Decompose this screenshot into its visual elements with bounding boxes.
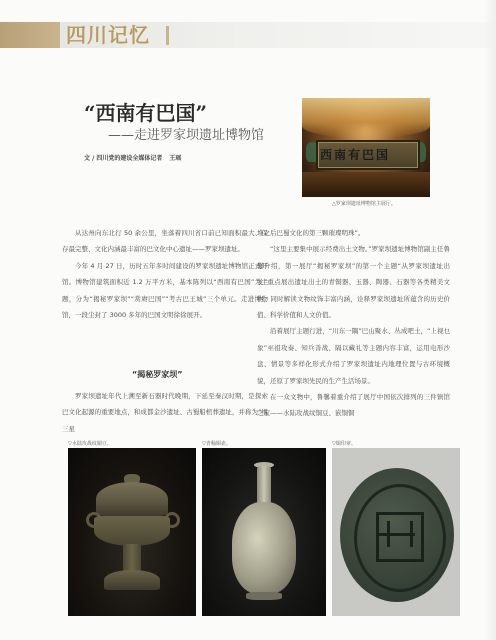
- paragraph: 在一众文物中，鲁馨着重介绍了展厅中国依次排列的三件镇馆之宝——水陆攻战纹铜豆、嵌铜铜: [257, 393, 450, 418]
- byline-author: 王瑶: [169, 155, 182, 162]
- byline-prefix: 文 / 四川党的建设全媒体记者: [84, 155, 163, 162]
- hero-photo: [302, 98, 430, 197]
- section-title-bar: [166, 26, 169, 45]
- hero-base: [302, 172, 430, 197]
- gallery-image-hu: [202, 448, 326, 616]
- hu-body: [232, 502, 296, 594]
- section-heading: “揭秘罗家坝”: [132, 370, 183, 379]
- paragraph: 从达州向东北行 50 余公里，坐落着四川省口前已知面积最大、保存最完整、文化内涵最丰富的巴文化中心遗址——罗家坝遗址。: [62, 229, 268, 254]
- dou-stem: [123, 544, 141, 572]
- gallery-caption-1: ▽水陆攻战纹铜豆。: [68, 441, 112, 447]
- header-accent-block: [0, 22, 60, 48]
- paragraph: 沿着展厅主题行进，“川东一隅”巴山聚水、丛成吧土，“上视乜象”巫祖攻奏、知兵善战、隔以藏礼等主题内容丰富，运用电形沙盘、情景等多样化形式介绍了罗家坝遗址内地理位置与古环境概貌，还原了罗家坝先民的生产生活场景。: [257, 327, 450, 385]
- gallery-caption-3: ▽铜印章。: [332, 441, 356, 447]
- hu-foot: [246, 592, 282, 600]
- dou-bowl: [94, 516, 170, 546]
- paragraph: “这里主要集中展示经费出土文物。”罗家坝遗址博物馆副主任鲁馨介绍，第一展厅“揭秘罗家坝”的第一个主题“从罗家坝遗址出发”重点展出遗址出土的青铜器、玉器、陶器、石器等各类精美文物，同时解读文物纹饰丰富内涵，诠释罗家坝遗址所蕴含的历史价值、科学价值和人文价值。: [257, 245, 450, 320]
- paragraph: 今年 4 月 27 日，历时五年多时间建设的罗家坝遗址博物馆正式开馆。博物馆建筑面积近 1.2 万平方米，基本陈列以“西南有巴国”为主题，分为“揭秘罗家坝”“赏赓巴国”“考古巴王城”三个单元。走进博物馆，一段尘封了 3000 多年的巴国文明徐徐展开。: [62, 261, 268, 320]
- section-title: 四川记忆: [66, 23, 150, 47]
- hero-plaque-text: 西南有巴国: [320, 148, 391, 162]
- page-edge-shadow: [484, 0, 496, 640]
- body-column-right: [257, 225, 450, 422]
- gallery-caption-2: ▽青釉铜壶。: [202, 441, 231, 447]
- article-subtitle: ——走进罗家坝遗址博物馆: [108, 128, 265, 143]
- hero-ceiling-light: [302, 98, 430, 138]
- hero-caption: △罗家坝遗址博物馆主展厅。: [332, 201, 396, 207]
- dou-lid: [96, 482, 168, 516]
- byline: [84, 153, 181, 162]
- article-title: “西南有巴国”: [84, 101, 208, 125]
- paragraph: 罗家坝遗址年代上溯至新石器时代晚期，下延至秦汉时期，是探索巴文化起源的重要地点，和成都金沙遗址、古蜀船棺葬遗址，并称为“继三星: [62, 392, 268, 433]
- body-column-left-lower: [62, 388, 268, 437]
- dou-foot: [104, 570, 160, 590]
- gallery-image-seal: [332, 448, 460, 616]
- hu-neck: [257, 466, 271, 506]
- gallery-image-dou: [68, 448, 196, 616]
- body-column-left: [62, 225, 268, 323]
- seal-glyph: [376, 512, 424, 562]
- paragraph: 堆之后巴蜀文化的第三颗璀璨明珠”。: [257, 229, 365, 237]
